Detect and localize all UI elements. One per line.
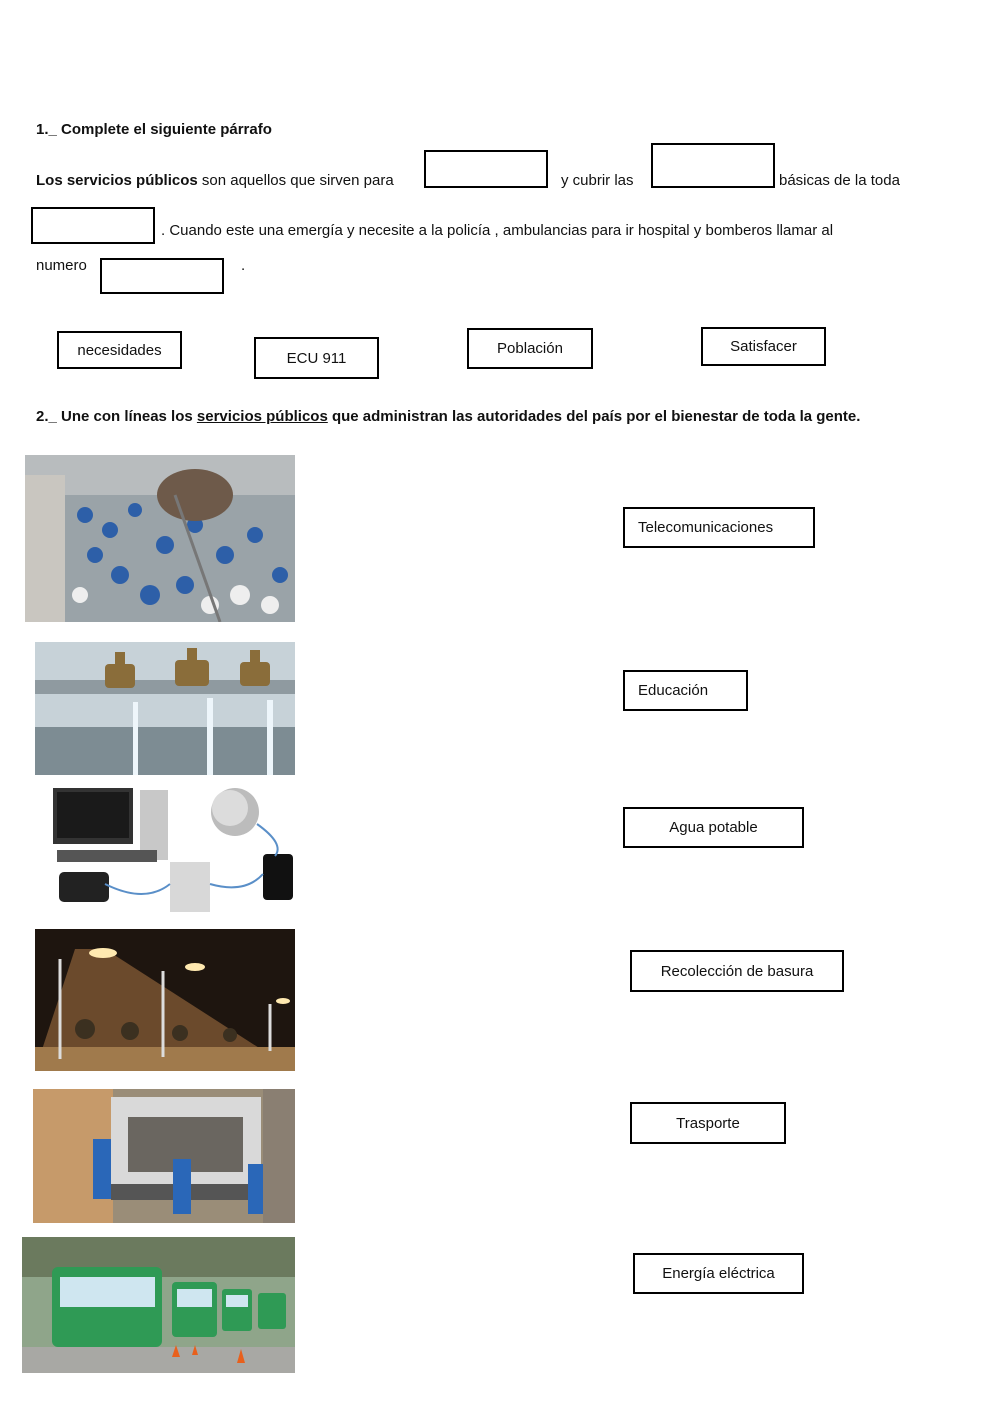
option-educacion[interactable]: Educación [623,670,748,711]
paragraph-line-1-mid: y cubrir las [561,172,634,189]
paragraph-line-1-start [36,172,394,189]
question-2-title-start: 2._ Une con líneas los [36,408,197,425]
question-1-title: 1._ Complete el siguiente párrafo [36,121,272,138]
garbage-truck-image[interactable] [33,1089,295,1223]
street-lights-image[interactable] [35,929,295,1071]
option-agua-potable[interactable]: Agua potable [623,807,804,848]
blank-3[interactable] [31,207,155,244]
word-bank-necesidades[interactable]: necesidades [57,331,182,369]
water-taps-image[interactable] [35,642,295,775]
paragraph-line-1-rest: son aquellos que sirven para [197,172,394,189]
option-recoleccion-de-basura[interactable]: Recolección de basura [630,950,844,992]
option-trasporte[interactable]: Trasporte [630,1102,786,1144]
paragraph-line-1-end: básicas de la toda [779,172,900,189]
question-2-title-underlined: servicios públicos [196,408,328,425]
paragraph-line-2: . Cuando este una emergía y necesite a la policía , ambulancias para ir hospital y bomberos llamar al [161,222,834,239]
blank-2[interactable] [651,143,775,188]
paragraph-line-3-start: numero [36,257,87,274]
option-telecomunicaciones[interactable]: Telecomunicaciones [623,507,815,548]
buses-image[interactable] [22,1237,295,1373]
computer-telecom-image[interactable] [45,784,295,914]
paragraph-line-3-end: . [241,257,246,274]
students-crowd-image[interactable] [25,455,295,622]
question-2-title [36,408,860,425]
question-2-title-end: que administran las autoridades del país por el bienestar de toda la gente. [327,408,861,425]
blank-4[interactable] [100,258,224,294]
paragraph-bold-phrase: Los servicios públicos [36,172,198,189]
blank-1[interactable] [424,150,548,188]
option-energia-electrica[interactable]: Energía eléctrica [633,1253,804,1294]
word-bank-poblacion[interactable]: Población [467,328,593,369]
word-bank-ecu-911[interactable]: ECU 911 [254,337,379,379]
word-bank-satisfacer[interactable]: Satisfacer [701,327,826,366]
